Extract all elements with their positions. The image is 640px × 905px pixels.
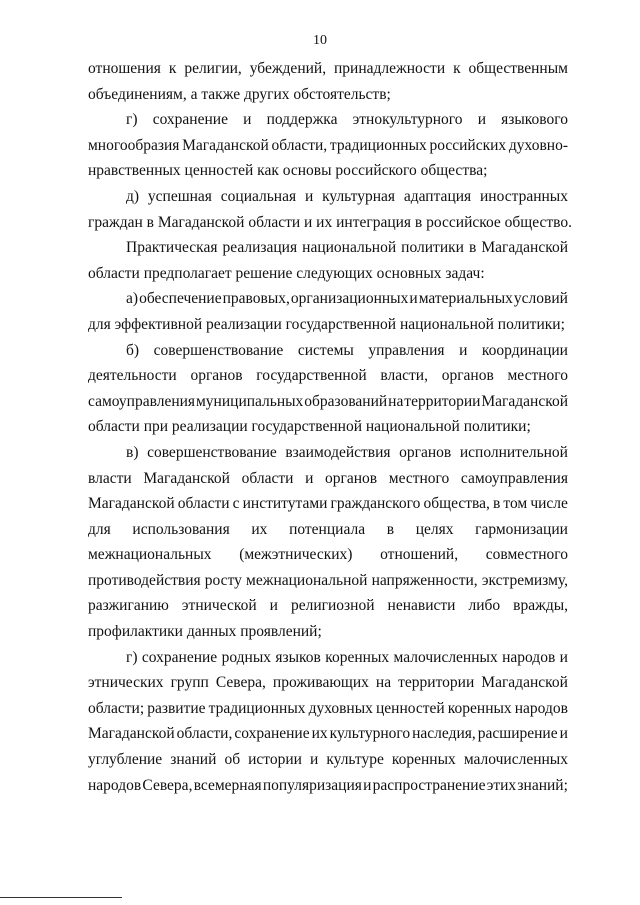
text-word: к bbox=[168, 60, 177, 77]
text-word: правовых, bbox=[222, 290, 290, 308]
text-word: знаний bbox=[170, 751, 217, 769]
text-line bbox=[88, 491, 568, 517]
text-word: и bbox=[305, 469, 314, 487]
text-word: и bbox=[309, 751, 319, 769]
text-word: популяризация bbox=[262, 776, 362, 794]
text-word: коренных bbox=[325, 648, 390, 666]
text-line bbox=[88, 466, 568, 492]
text-word: (межэтнических) bbox=[239, 546, 353, 564]
text-line bbox=[88, 773, 568, 799]
text-line bbox=[88, 721, 568, 747]
text-word: углубление bbox=[88, 751, 163, 769]
text-word: духовно- bbox=[508, 136, 568, 154]
text-word: материальных bbox=[418, 290, 513, 308]
text-line bbox=[88, 107, 568, 133]
text-word: территории bbox=[404, 392, 481, 410]
text-word: области; bbox=[88, 699, 145, 717]
text-line bbox=[88, 235, 568, 261]
text-word: г) bbox=[126, 648, 138, 666]
text-word: органов bbox=[190, 367, 243, 385]
text-word: всемерная bbox=[193, 776, 262, 794]
text-word: системы bbox=[297, 341, 354, 359]
text-word: культурного bbox=[329, 725, 411, 743]
text-word: целях bbox=[415, 520, 454, 538]
text-word: и bbox=[409, 290, 418, 308]
text-word: их bbox=[251, 520, 268, 538]
text-word: Севера, bbox=[142, 776, 193, 794]
text-word: многообразия bbox=[88, 136, 180, 154]
text-word: и bbox=[363, 776, 372, 794]
text-word: межнациональной bbox=[246, 571, 368, 589]
text-word: религиозной bbox=[290, 597, 375, 615]
text-word: области, bbox=[176, 725, 233, 743]
text-word: коренных bbox=[391, 751, 456, 769]
text-word: общественным bbox=[468, 60, 568, 77]
document-body-text bbox=[88, 56, 573, 798]
text-word: росту bbox=[204, 571, 242, 589]
text-word: противодействия bbox=[88, 571, 201, 589]
text-word: взаимодействия bbox=[285, 443, 391, 461]
text-word: власти, bbox=[380, 367, 428, 385]
text-word: адаптация bbox=[403, 187, 472, 205]
text-line bbox=[88, 133, 568, 159]
text-word: истории bbox=[248, 751, 302, 769]
text-word: области bbox=[241, 469, 294, 487]
text-word: самоуправления bbox=[88, 392, 196, 410]
text-word: языкового bbox=[501, 111, 568, 129]
text-word: этнической bbox=[181, 597, 257, 615]
text-word: межнациональных bbox=[88, 546, 212, 564]
text-word: этих bbox=[486, 776, 517, 794]
text-word: реализация bbox=[222, 239, 298, 257]
text-line bbox=[88, 747, 568, 773]
text-word: потенциала bbox=[289, 520, 366, 538]
text-word: экстремизму, bbox=[481, 571, 568, 589]
text-word: г) bbox=[126, 111, 138, 129]
text-word: и bbox=[459, 341, 468, 359]
text-word: родных bbox=[221, 648, 271, 666]
text-word: с bbox=[232, 495, 240, 513]
text-line bbox=[88, 670, 568, 696]
text-word: гражданского bbox=[330, 495, 421, 513]
text-word: культурная bbox=[322, 187, 396, 205]
text-line bbox=[88, 158, 568, 184]
text-word: проживающих bbox=[272, 674, 369, 692]
text-line bbox=[88, 593, 568, 619]
text-word: российских bbox=[429, 136, 507, 154]
text-word: обеспечение bbox=[139, 290, 222, 308]
text-word: органов bbox=[441, 367, 494, 385]
text-word: отношений, bbox=[380, 546, 459, 564]
text-word: и bbox=[559, 648, 568, 666]
text-word: координации bbox=[481, 341, 568, 359]
text-word: а) bbox=[126, 290, 139, 308]
text-word: местного bbox=[388, 469, 450, 487]
text-word: и bbox=[477, 111, 486, 129]
text-word: к bbox=[453, 60, 461, 77]
text-word: в bbox=[492, 495, 501, 513]
text-word: успешная bbox=[147, 187, 212, 205]
text-word: развитие bbox=[147, 699, 206, 717]
text-word: области bbox=[177, 495, 230, 513]
text-word: поддержка bbox=[266, 111, 338, 129]
text-word: об bbox=[224, 751, 241, 769]
text-word: и bbox=[559, 725, 568, 743]
text-word: объединениям, а также других обстоятельств; bbox=[88, 85, 391, 103]
text-word: этнокультурного bbox=[352, 111, 463, 129]
text-word: д) bbox=[126, 187, 140, 205]
text-word: Севера, bbox=[215, 674, 266, 692]
text-word: числе bbox=[530, 495, 568, 513]
text-line bbox=[88, 696, 568, 722]
text-word: местного bbox=[507, 367, 568, 385]
text-word: традиционных bbox=[329, 136, 427, 154]
text-word: принадлежности bbox=[334, 60, 446, 77]
text-line bbox=[88, 363, 568, 389]
text-word: духовных bbox=[308, 699, 373, 717]
text-word: государственной bbox=[256, 367, 367, 385]
text-word: образований bbox=[304, 392, 388, 410]
text-word: расширение bbox=[477, 725, 558, 743]
text-line bbox=[88, 389, 568, 415]
text-word: иностранных bbox=[480, 187, 568, 205]
text-word: органов bbox=[325, 469, 378, 487]
text-word: деятельности bbox=[88, 367, 177, 385]
text-word: религии, bbox=[184, 60, 242, 77]
text-word: народов bbox=[502, 648, 556, 666]
text-word: культуре bbox=[326, 751, 384, 769]
text-word: власти bbox=[88, 469, 132, 487]
text-line bbox=[88, 261, 568, 287]
text-line bbox=[88, 414, 568, 440]
text-word: их bbox=[311, 725, 328, 743]
text-word: народов bbox=[88, 776, 142, 794]
text-word: социальная bbox=[220, 187, 297, 205]
text-word: и bbox=[304, 187, 314, 205]
text-word: области предполагает решение следующих основных задач: bbox=[88, 264, 485, 282]
text-word: Магаданской bbox=[88, 725, 175, 743]
text-line bbox=[88, 542, 568, 568]
text-word: групп bbox=[170, 674, 209, 692]
text-word: и bbox=[243, 111, 252, 129]
text-line bbox=[88, 619, 568, 645]
text-word: либо bbox=[468, 597, 501, 615]
text-word: использования bbox=[132, 520, 230, 538]
text-word: национальной bbox=[302, 239, 397, 257]
text-line bbox=[88, 56, 568, 82]
text-word: языков bbox=[275, 648, 321, 666]
text-word: ненависти bbox=[387, 597, 456, 615]
text-word: убеждений, bbox=[249, 60, 327, 77]
text-word: муниципальных bbox=[196, 392, 304, 410]
text-word: знаний; bbox=[517, 776, 568, 794]
text-word: самоуправления bbox=[460, 469, 568, 487]
text-word: Практическая bbox=[126, 239, 218, 257]
text-word: коренных bbox=[447, 699, 512, 717]
text-word: малочисленных bbox=[393, 648, 498, 666]
text-word: вражды, bbox=[513, 597, 568, 615]
text-word: напряженности, bbox=[371, 571, 478, 589]
text-word: организационных bbox=[290, 290, 409, 308]
text-word: наследия, bbox=[412, 725, 476, 743]
text-word: сохранение bbox=[141, 648, 218, 666]
text-word: профилактики данных проявлений; bbox=[88, 623, 322, 641]
text-line bbox=[88, 210, 573, 236]
text-word: и bbox=[269, 597, 278, 615]
text-word: сохранение bbox=[152, 111, 228, 129]
footnote-separator-line bbox=[0, 897, 122, 898]
text-line bbox=[88, 568, 568, 594]
text-word: для эффективной реализации государственной национальной политики; bbox=[88, 315, 565, 333]
text-line bbox=[88, 286, 568, 312]
text-word: условий bbox=[513, 290, 568, 308]
text-word: Магаданской bbox=[182, 136, 269, 154]
text-line bbox=[88, 312, 568, 338]
text-word: исполнительной bbox=[459, 443, 568, 461]
text-word: совместного bbox=[485, 546, 568, 564]
text-line bbox=[88, 338, 568, 364]
text-word: нравственных ценностей как основы российского общества; bbox=[88, 162, 488, 180]
text-word: политики bbox=[401, 239, 464, 257]
text-word: в bbox=[468, 239, 477, 257]
text-word: области, bbox=[271, 136, 328, 154]
text-line bbox=[88, 184, 568, 210]
text-word: малочисленных bbox=[463, 751, 568, 769]
text-word: совершенствование bbox=[147, 443, 277, 461]
text-line bbox=[88, 517, 568, 543]
text-word: этнических bbox=[88, 674, 164, 692]
text-word: распространение bbox=[372, 776, 486, 794]
text-word: органов bbox=[399, 443, 452, 461]
text-word: Магаданской bbox=[481, 392, 568, 410]
text-word: б) bbox=[126, 341, 140, 359]
text-word: Магаданской bbox=[143, 469, 230, 487]
text-word: институтами bbox=[242, 495, 328, 513]
text-line bbox=[88, 440, 568, 466]
text-word: на bbox=[388, 392, 404, 410]
text-word: разжиганию bbox=[88, 597, 169, 615]
text-word: области при реализации государственной национальной политики; bbox=[88, 418, 531, 436]
text-word: отношения bbox=[88, 60, 161, 77]
text-word: управления bbox=[368, 341, 445, 359]
text-word: народов bbox=[514, 699, 568, 717]
text-word: том bbox=[503, 495, 528, 513]
text-word: сохранение bbox=[234, 725, 310, 743]
text-word: гармонизации bbox=[475, 520, 568, 538]
text-word: ценностей bbox=[375, 699, 445, 717]
text-word: совершенствование bbox=[153, 341, 284, 359]
text-word: для bbox=[88, 520, 111, 538]
text-word: общества, bbox=[423, 495, 490, 513]
text-word: территории bbox=[398, 674, 475, 692]
text-word: на bbox=[375, 674, 392, 692]
text-line bbox=[88, 645, 568, 671]
text-word: в) bbox=[126, 443, 139, 461]
page-number: 10 bbox=[313, 33, 327, 48]
text-word: Магаданской bbox=[481, 674, 568, 692]
text-word: граждан в Магаданской области и их интеграция в российское общество. bbox=[88, 213, 573, 231]
text-word: в bbox=[386, 520, 395, 538]
text-line bbox=[88, 82, 568, 108]
text-word: Магаданской bbox=[481, 239, 568, 257]
text-word: традиционных bbox=[208, 699, 306, 717]
text-word: Магаданской bbox=[88, 495, 175, 513]
